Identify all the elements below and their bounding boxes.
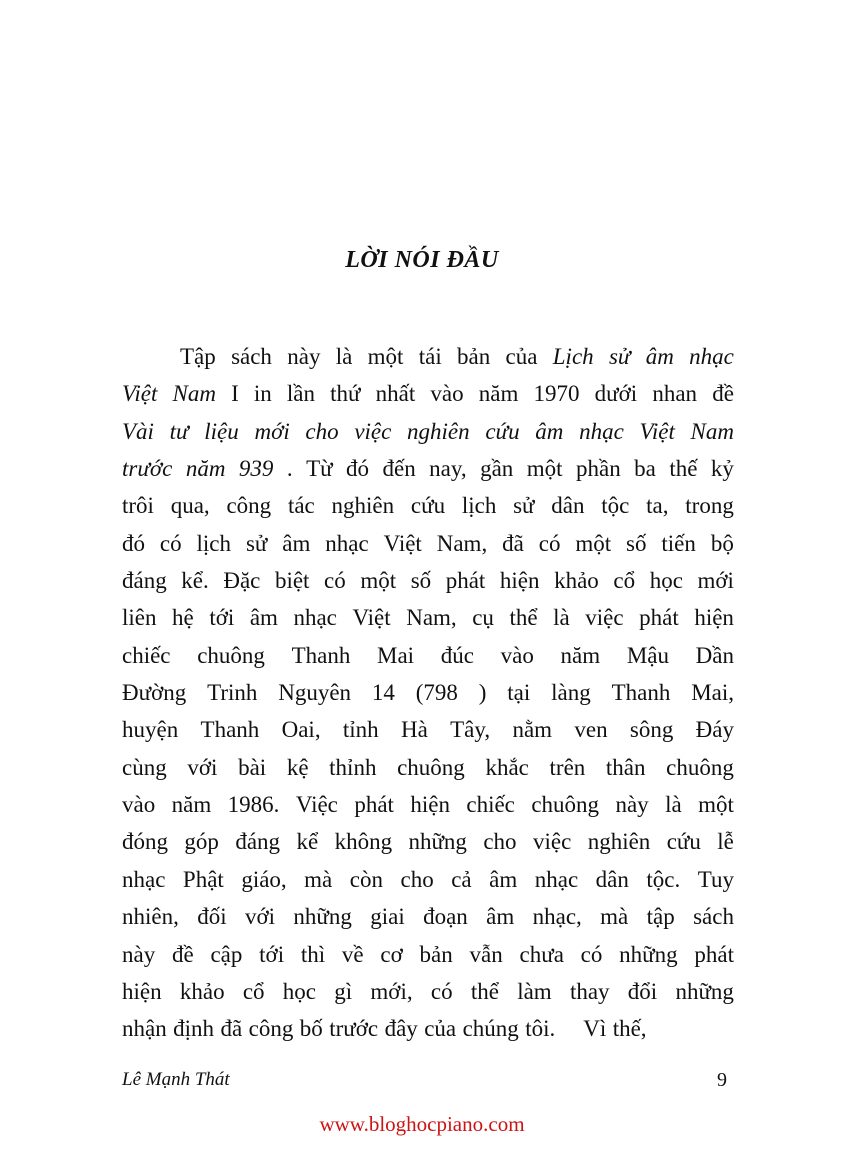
word: ven bbox=[574, 717, 608, 743]
word: phát bbox=[639, 605, 679, 631]
word: học bbox=[282, 978, 317, 1004]
word: tập bbox=[646, 904, 675, 930]
word: chiếc bbox=[122, 642, 171, 668]
word: vào bbox=[430, 381, 464, 407]
word: Mai, bbox=[691, 680, 734, 706]
word: làm bbox=[517, 978, 552, 1004]
word: nhạc bbox=[293, 605, 337, 631]
word: Nam bbox=[690, 418, 734, 444]
word: mới bbox=[697, 568, 734, 594]
word: phần bbox=[575, 456, 621, 482]
word: giáo, bbox=[241, 866, 287, 892]
word: ba bbox=[634, 456, 656, 482]
text-line bbox=[122, 338, 734, 375]
word: những bbox=[293, 904, 352, 930]
word: hiện bbox=[122, 978, 162, 1004]
word: 1986. bbox=[227, 792, 280, 818]
word: cứu bbox=[666, 829, 701, 855]
word: nghiên bbox=[587, 829, 651, 855]
word: hiện bbox=[694, 605, 734, 631]
word: Việt bbox=[352, 605, 391, 631]
word: với bbox=[187, 754, 218, 780]
word: thế bbox=[669, 456, 698, 482]
word: tới bbox=[259, 941, 285, 967]
word: những bbox=[408, 829, 467, 855]
word: Nguyên bbox=[278, 680, 352, 706]
word: nhạc bbox=[689, 344, 734, 369]
word: vẫn bbox=[469, 941, 503, 967]
word: là bbox=[665, 792, 682, 818]
word: Thanh bbox=[200, 717, 260, 743]
word: cổ bbox=[242, 978, 265, 1004]
word: khắc bbox=[485, 754, 529, 780]
word: liên bbox=[122, 605, 157, 631]
word: Trinh bbox=[207, 680, 258, 706]
word: Nam, bbox=[406, 605, 457, 631]
word: dân bbox=[595, 866, 629, 892]
word: tái bbox=[418, 344, 442, 369]
word: hiện bbox=[410, 792, 450, 818]
word: I bbox=[231, 381, 239, 407]
word: âm bbox=[486, 904, 515, 930]
word: là bbox=[553, 605, 570, 631]
word: âm bbox=[645, 344, 674, 369]
word: thân bbox=[605, 754, 646, 780]
word: công bbox=[248, 1016, 294, 1042]
word: trên bbox=[549, 754, 586, 780]
word: lần bbox=[286, 381, 316, 407]
word: Nam, bbox=[436, 530, 488, 556]
word: một bbox=[526, 456, 563, 482]
word: không bbox=[334, 829, 393, 855]
word: có bbox=[580, 941, 603, 967]
word: nhan bbox=[652, 381, 698, 407]
word: tác bbox=[287, 493, 315, 519]
word: nghiên bbox=[331, 493, 395, 519]
text-line bbox=[122, 413, 734, 450]
word: mà bbox=[304, 866, 333, 892]
word: nhất bbox=[375, 381, 416, 407]
word: thế, bbox=[612, 1016, 647, 1042]
word: cơ bbox=[380, 941, 403, 967]
word: đổi bbox=[627, 978, 658, 1004]
word: trước bbox=[122, 456, 173, 482]
word: đến bbox=[382, 456, 416, 482]
word: phát bbox=[445, 568, 486, 594]
word: huyện bbox=[122, 717, 179, 743]
word: thứ bbox=[330, 381, 361, 407]
word: cứu bbox=[485, 418, 520, 444]
word: mới, bbox=[370, 978, 413, 1004]
word: đoạn bbox=[423, 904, 468, 930]
text-line bbox=[122, 786, 734, 823]
text-line bbox=[122, 973, 734, 1010]
word: đây bbox=[384, 1016, 418, 1042]
word: nhạc bbox=[534, 866, 579, 892]
word: ) bbox=[478, 680, 487, 706]
watermark-url: www.bloghocpiano.com bbox=[319, 1112, 525, 1136]
word: đúc bbox=[440, 642, 474, 668]
word: Việt bbox=[122, 381, 158, 407]
word: gần bbox=[480, 456, 514, 482]
word: phát bbox=[354, 792, 394, 818]
word: góp bbox=[184, 829, 219, 855]
word: nhạc bbox=[122, 866, 166, 892]
word: về bbox=[341, 941, 364, 967]
word: hệ bbox=[172, 605, 194, 631]
word: đáng bbox=[122, 568, 167, 594]
word: in bbox=[253, 381, 272, 407]
word: thể bbox=[470, 978, 499, 1004]
word: đã bbox=[220, 1016, 243, 1042]
text-line bbox=[122, 861, 734, 898]
word: tôi. bbox=[525, 1016, 556, 1042]
word: nhạc bbox=[579, 418, 624, 444]
word: tỉnh bbox=[342, 717, 379, 743]
word: với bbox=[244, 904, 276, 930]
word: dưới bbox=[594, 381, 638, 407]
word: lịch bbox=[196, 530, 232, 556]
text-line bbox=[122, 1010, 734, 1047]
text-line bbox=[122, 599, 734, 636]
word: Mậu bbox=[626, 642, 669, 668]
word: tộc bbox=[601, 493, 630, 519]
word: Oai, bbox=[281, 717, 321, 743]
word: làng bbox=[551, 680, 591, 706]
text-line bbox=[122, 375, 734, 412]
word: cùng bbox=[122, 754, 167, 780]
word: một bbox=[360, 568, 397, 594]
word: số bbox=[410, 568, 432, 594]
word: định bbox=[173, 1016, 215, 1042]
word: năm bbox=[185, 456, 226, 482]
word: cụ bbox=[472, 605, 494, 631]
word: nhạc bbox=[325, 530, 369, 556]
word: là bbox=[335, 344, 353, 369]
word: bố bbox=[299, 1016, 323, 1042]
word: có bbox=[159, 530, 182, 556]
word: của bbox=[424, 1016, 457, 1042]
word: Hà bbox=[400, 717, 428, 743]
word: kệ bbox=[286, 754, 309, 780]
word: giai bbox=[370, 904, 405, 930]
word: có bbox=[430, 978, 453, 1004]
word: tư bbox=[169, 418, 189, 444]
word: tới bbox=[209, 605, 235, 631]
page-number: 9 bbox=[717, 1069, 727, 1091]
word: chuông bbox=[397, 754, 465, 780]
word: tại bbox=[507, 680, 531, 706]
text-line bbox=[122, 450, 734, 487]
word: Thanh bbox=[611, 680, 671, 706]
word: Lịch bbox=[552, 344, 594, 369]
word: Vài bbox=[122, 418, 154, 444]
text-line bbox=[122, 936, 734, 973]
word: năm bbox=[171, 792, 212, 818]
word: này bbox=[615, 792, 649, 818]
word: tiến bbox=[661, 530, 696, 556]
word: một bbox=[698, 792, 734, 818]
word: những bbox=[619, 941, 678, 967]
word: nhiên, bbox=[122, 904, 179, 930]
word: Mai bbox=[377, 642, 415, 668]
word: cả bbox=[451, 866, 472, 892]
word: vào bbox=[500, 642, 534, 668]
word: cổ bbox=[613, 568, 636, 594]
word: sử bbox=[245, 530, 268, 556]
word: nằm bbox=[512, 717, 553, 743]
word: Việt bbox=[383, 530, 422, 556]
word: còn bbox=[349, 866, 383, 892]
word: cho bbox=[400, 866, 434, 892]
word: sử bbox=[513, 493, 535, 519]
word: âm bbox=[282, 530, 311, 556]
word: việc bbox=[585, 605, 624, 631]
spacer bbox=[555, 1010, 583, 1047]
word: những bbox=[675, 978, 734, 1004]
word: số bbox=[626, 530, 647, 556]
word: học bbox=[649, 568, 683, 594]
word: chuông bbox=[197, 642, 265, 668]
text-line bbox=[122, 525, 734, 562]
word: gì bbox=[334, 978, 353, 1004]
word: kể bbox=[296, 829, 319, 855]
word: nhạc, bbox=[532, 904, 582, 930]
word: lịch bbox=[461, 493, 497, 519]
word: trôi bbox=[122, 493, 154, 519]
text-line bbox=[122, 823, 734, 860]
word: của bbox=[505, 344, 538, 369]
word: 14 bbox=[371, 680, 395, 706]
text-line bbox=[122, 898, 734, 935]
word: chuông bbox=[531, 792, 600, 818]
word: sông bbox=[629, 717, 674, 743]
text-line bbox=[122, 562, 734, 599]
word: liệu bbox=[204, 418, 239, 444]
word: này bbox=[287, 344, 321, 369]
word: có bbox=[324, 568, 346, 594]
word: Thanh bbox=[291, 642, 351, 668]
word: chuông bbox=[666, 754, 734, 780]
word: cho bbox=[483, 829, 517, 855]
word: mới bbox=[254, 418, 290, 444]
word: ta, bbox=[646, 493, 669, 519]
word: kỷ bbox=[710, 456, 734, 482]
word: một bbox=[575, 530, 612, 556]
word: hiện bbox=[499, 568, 540, 594]
word: Tuy bbox=[697, 866, 734, 892]
word: nay, bbox=[429, 456, 467, 482]
word: trong bbox=[685, 493, 734, 519]
word: sách bbox=[693, 904, 734, 930]
word: Nam bbox=[172, 381, 216, 407]
word: có bbox=[538, 530, 561, 556]
word: Việc bbox=[295, 792, 338, 818]
word: Dần bbox=[695, 642, 734, 668]
word: nghiên bbox=[407, 418, 470, 444]
word: thể bbox=[509, 605, 538, 631]
word: Đặc bbox=[223, 568, 261, 594]
word: . bbox=[286, 456, 293, 482]
word: Việt bbox=[639, 418, 675, 444]
word: thỉnh bbox=[329, 754, 377, 780]
word: lễ bbox=[717, 829, 734, 855]
word: dân bbox=[551, 493, 585, 519]
word: âm bbox=[535, 418, 564, 444]
text-line bbox=[122, 749, 734, 786]
word: đề bbox=[171, 941, 194, 967]
word: nhận bbox=[122, 1016, 167, 1042]
word: đề bbox=[712, 381, 734, 407]
body-paragraph bbox=[122, 338, 734, 1048]
text-line bbox=[122, 487, 734, 524]
word: một bbox=[367, 344, 404, 369]
word: đã bbox=[502, 530, 524, 556]
word: công bbox=[226, 493, 272, 519]
text-line bbox=[122, 711, 734, 748]
word: này bbox=[122, 941, 156, 967]
word: đó bbox=[346, 456, 370, 482]
word: bài bbox=[238, 754, 267, 780]
word: chưa bbox=[519, 941, 564, 967]
word: đối bbox=[197, 904, 227, 930]
text-line bbox=[122, 674, 734, 711]
word: bản bbox=[419, 941, 453, 967]
word: 939 bbox=[238, 456, 274, 482]
word: khảo bbox=[554, 568, 599, 594]
word: trước bbox=[329, 1016, 379, 1042]
word: Tây, bbox=[450, 717, 491, 743]
word: biệt bbox=[274, 568, 310, 594]
word: cứu bbox=[410, 493, 446, 519]
word: năm bbox=[478, 381, 519, 407]
word: âm bbox=[489, 866, 518, 892]
word: cập bbox=[210, 941, 243, 967]
word: cho bbox=[305, 418, 339, 444]
word: qua, bbox=[170, 493, 210, 519]
word: khảo bbox=[179, 978, 225, 1004]
word: Đường bbox=[122, 680, 187, 706]
word: phát bbox=[694, 941, 734, 967]
word: Phật bbox=[182, 866, 224, 892]
word: bản bbox=[457, 344, 491, 369]
word: thì bbox=[300, 941, 326, 967]
word: việc bbox=[532, 829, 572, 855]
word: kể. bbox=[181, 568, 209, 594]
word: việc bbox=[354, 418, 392, 444]
word: Vì bbox=[583, 1016, 607, 1042]
word: Tập bbox=[180, 344, 216, 369]
word: thay bbox=[569, 978, 610, 1004]
text-line bbox=[122, 637, 734, 674]
word: (798 bbox=[415, 680, 458, 706]
word: năm bbox=[560, 642, 601, 668]
word: Đáy bbox=[695, 717, 734, 743]
word: bộ bbox=[710, 530, 734, 556]
word: tộc. bbox=[646, 866, 681, 892]
word: vào bbox=[122, 792, 156, 818]
word: đóng bbox=[122, 829, 168, 855]
word: Từ bbox=[306, 456, 333, 482]
footer-author: Lê Mạnh Thát bbox=[122, 1069, 230, 1090]
word: âm bbox=[249, 605, 278, 631]
word: 1970 bbox=[533, 381, 580, 407]
word: mà bbox=[600, 904, 629, 930]
word: chúng bbox=[462, 1016, 519, 1042]
word: đáng bbox=[235, 829, 281, 855]
word: chiếc bbox=[466, 792, 515, 818]
word: sách bbox=[231, 344, 272, 369]
chapter-heading: LỜI NÓI ĐẦU bbox=[345, 247, 499, 273]
word: sử bbox=[608, 344, 631, 369]
word: đó bbox=[122, 530, 145, 556]
